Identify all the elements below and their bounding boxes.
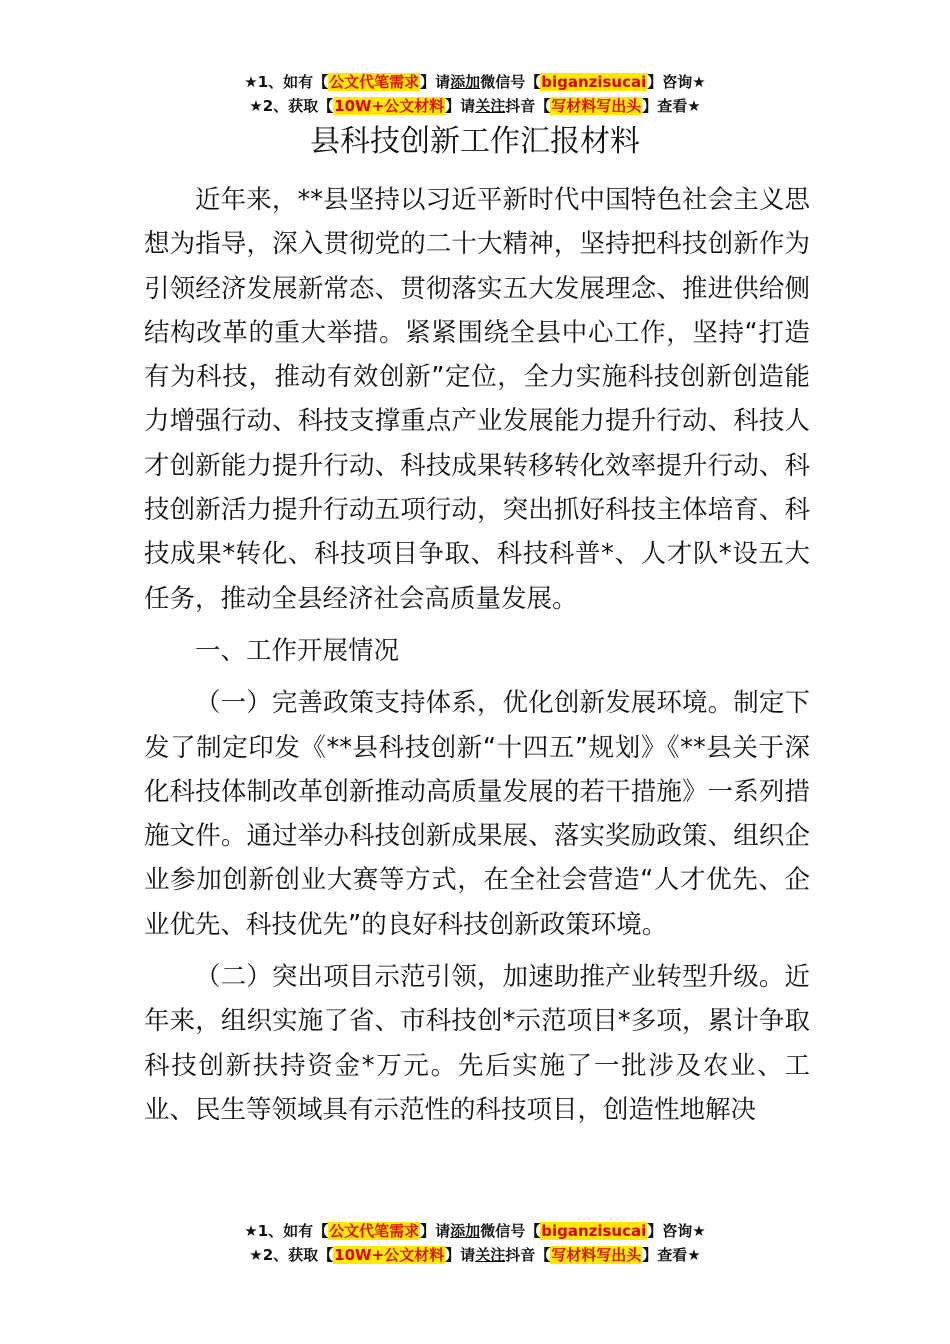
promo-highlight: 公文代笔需求 — [329, 73, 420, 91]
header-promo — [0, 70, 950, 118]
star-icon: ★ — [687, 97, 701, 115]
star-icon: ★ — [249, 1246, 263, 1264]
promo-text: 】请 — [445, 1246, 476, 1264]
promo-underline: 添加 — [450, 73, 481, 91]
section-heading: 一、工作开展情况 — [195, 635, 400, 666]
promo-text: 微信号【 — [480, 73, 541, 91]
document-title: 县科技创新工作汇报材料 — [310, 124, 640, 159]
promo-line-1 — [0, 70, 950, 94]
promo-text: 】查看 — [642, 1246, 688, 1264]
promo-highlight: 10W+公文材料 — [334, 97, 445, 115]
wechat-id: biganzisucai — [541, 1222, 647, 1240]
promo-highlight: 10W+公文材料 — [334, 1246, 445, 1264]
promo-text: 】咨询 — [647, 73, 693, 91]
star-icon: ★ — [687, 1246, 701, 1264]
promo-text: 】请 — [420, 1222, 451, 1240]
promo-underline: 添加 — [450, 1222, 481, 1240]
star-icon: ★ — [244, 73, 258, 91]
footer-promo — [0, 1219, 950, 1267]
wechat-id: biganzisucai — [541, 73, 647, 91]
promo-text: 抖音【 — [505, 1246, 551, 1264]
promo-text: 微信号【 — [480, 1222, 541, 1240]
promo-highlight: 公文代笔需求 — [329, 1222, 420, 1240]
promo-line-2 — [0, 94, 950, 118]
promo-underline: 关注 — [475, 97, 506, 115]
promo-text: 抖音【 — [505, 97, 551, 115]
star-icon: ★ — [249, 97, 263, 115]
promo-text: 】查看 — [642, 97, 688, 115]
promo-text: 2、获取【 — [262, 97, 334, 115]
promo-text: 】请 — [420, 73, 451, 91]
promo-text: 1、如有【 — [257, 1222, 329, 1240]
douyin-account: 写材料写出头 — [551, 97, 642, 115]
promo-text: 】咨询 — [647, 1222, 693, 1240]
document-body — [144, 178, 810, 1140]
star-icon: ★ — [692, 73, 706, 91]
douyin-account: 写材料写出头 — [551, 1246, 642, 1264]
star-icon: ★ — [244, 1222, 258, 1240]
promo-text: 2、获取【 — [262, 1246, 334, 1264]
paragraph-policy: （一）完善政策支持体系，优化创新发展环境。制定下发了制定印发《**县科技创新“十四五”规划》《**县关于深化科技体制改革创新推动高质量发展的若干措施》一系列措施文件。通过举办科技创新成果展、落实奖励政策、组织企业参加创新创业大赛等方式，在全社会营造“人才优先、企业优先、科技优先”的良好科技创新政策环境。 — [144, 688, 810, 940]
paragraph-intro: 近年来，**县坚持以习近平新时代中国特色社会主义思想为指导，深入贯彻党的二十大精神，坚持把科技创新作为引领经济发展新常态、贯彻落实五大发展理念、推进供给侧结构改革的重大举措。紧紧围绕全县中心工作，坚持“打造有为科技，推动有效创新”定位，全力实施科技创新创造能力增强行动、科技支撑重点产业发展能力提升行动、科技人才创新能力提升行动、科技成果转移转化效率提升行动、科技创新活力提升行动五项行动，突出抓好科技主体培育、科技成果*转化、科技项目争取、科技科普*、人才队*设五大任务，推动全县经济社会高质量发展。 — [144, 185, 810, 614]
paragraph-projects: （二）突出项目示范引领，加速助推产业转型升级。近年来，组织实施了省、市科技创*示范项目*多项，累计争取科技创新扶持资金*万元。先后实施了一批涉及农业、工业、民生等领域具有示范性的科技项目，创造性地解决 — [144, 962, 810, 1125]
promo-line-1 — [0, 1219, 950, 1243]
promo-underline: 关注 — [475, 1246, 506, 1264]
promo-text: 1、如有【 — [257, 73, 329, 91]
promo-line-2 — [0, 1243, 950, 1267]
star-icon: ★ — [692, 1222, 706, 1240]
promo-text: 】请 — [445, 97, 476, 115]
